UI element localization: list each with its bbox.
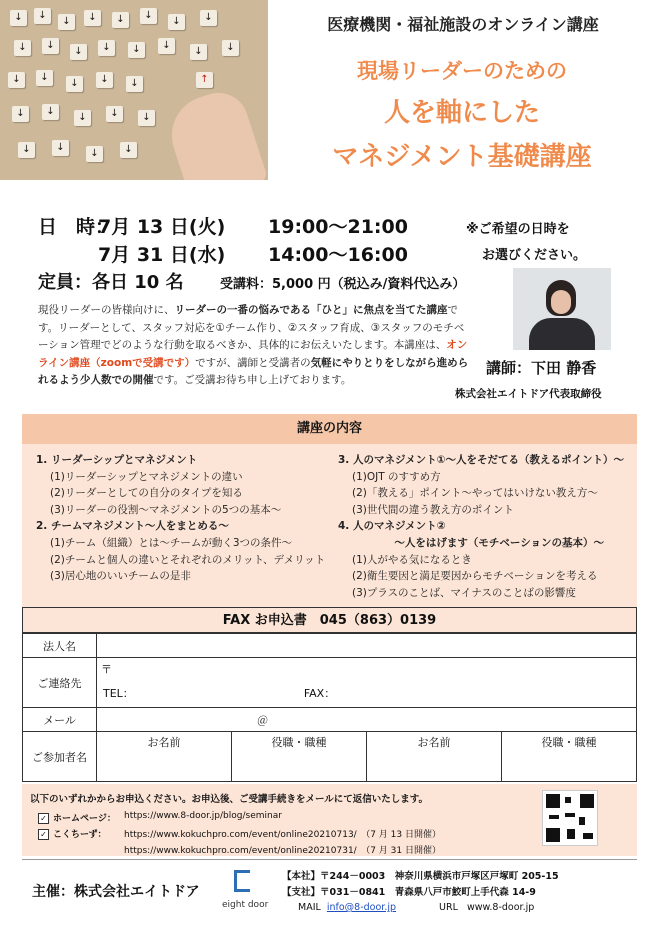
tel-label: TEL： [103, 686, 134, 700]
col-title-2: 役職・職種 [502, 732, 637, 752]
list-item: 4. 人のマネジメント② [338, 520, 446, 533]
fax-label: FAX： [303, 686, 336, 700]
email-field[interactable] [97, 708, 637, 732]
list-item: (2)チームと個人の違いとそれぞれのメリット、デメリット [50, 553, 326, 566]
branch-office-address: 【支社】〒031－0841 青森県八戸市鮫町上手代森 14-9 [282, 887, 536, 898]
arrow-tile-icon: ↓ [12, 106, 29, 122]
list-item: (2)「教える」ポイント～やってはいけない教え方～ [352, 487, 598, 500]
intro-highlight: リーダーの一番の悩みである「ひと」に焦点を当てた講座 [174, 304, 448, 316]
list-item: (3)リーダーの役割～マネジメントの5つの基本～ [50, 503, 282, 516]
contact-label: ご連絡先 [23, 658, 97, 708]
list-item: (1)人がやる気になるとき [352, 553, 472, 566]
intro-paragraph [38, 302, 470, 390]
intro-online-highlight: オンライン講座（zoomで受講です） [38, 339, 468, 369]
arrow-tile-icon: ↓ [190, 44, 207, 60]
participant-name-1-field[interactable] [97, 752, 232, 782]
session1-time: 19:00～21:00 [268, 216, 408, 238]
fax-form-header: FAX お申込書 045（863）0139 [22, 607, 637, 633]
arrow-tile-icon: ↓ [52, 140, 69, 156]
arrow-tile-icon: ↓ [14, 40, 31, 56]
check-icon: ✓ [38, 829, 49, 840]
col-name-1: お名前 [97, 732, 232, 752]
arrow-tile-icon: ↓ [8, 72, 25, 88]
eight-door-logo [222, 870, 272, 918]
arrow-tile-icon: ↓ [120, 142, 137, 158]
contents-left-column [36, 452, 326, 585]
homepage-link[interactable]: https://www.8-door.jp/blog/seminar [124, 811, 282, 821]
list-item: (1)OJT のすすめ方 [352, 470, 441, 483]
session1-date: 7月 13 日(火) [98, 216, 226, 238]
list-item: ～人をはげます（モチベーションの基本）～ [394, 536, 604, 549]
fax-form [22, 633, 637, 782]
arrow-tile-icon: ↓ [140, 8, 157, 24]
arrow-tile-icon: ↓ [168, 14, 185, 30]
arrow-tile-icon: ↓ [70, 44, 87, 60]
date-label: 日 時： [38, 216, 115, 238]
lecturer-name: 講師：下田 静香 [486, 359, 597, 377]
organizer: 主催：株式会社エイトドア [32, 884, 200, 900]
title-line-2: 人を軸にした [383, 98, 540, 128]
divider [22, 859, 637, 860]
mail-label: MAIL [298, 902, 321, 913]
logo-text: eight door [222, 900, 269, 910]
kokuchpro-label: こくちーず： [53, 830, 107, 840]
list-item: 1. リーダーシップとマネジメント [36, 454, 198, 466]
schedule-note-1: ※ご希望の日時を [466, 222, 570, 237]
contact-row [298, 902, 534, 913]
list-item: 3. 人のマネジメント①～人をそだてる（教えるポイント）～ [338, 454, 625, 466]
arrow-tile-icon: ↓ [106, 106, 123, 122]
col-title-1: 役職・職種 [232, 732, 367, 752]
list-item: (1)チーム（組織）とは～チームが動く3つの条件～ [50, 536, 293, 549]
hand-image [162, 85, 268, 180]
participant-name-2-field[interactable] [367, 752, 502, 782]
at-sign: ＠ [257, 713, 268, 727]
list-item: (1)リーダーシップとマネジメントの違い [50, 470, 243, 483]
kokuchpro-link-1[interactable]: https://www.kokuchpro.com/event/online20210713/ （7 月 13 日開催） [124, 830, 441, 840]
col-name-2: お名前 [367, 732, 502, 752]
schedule-note-2: お選びください。 [482, 248, 587, 263]
kokuchpro-link-2[interactable]: https://www.kokuchpro.com/event/online20210731/ （7 月 31 日開催） [124, 846, 441, 856]
session2-date: 7月 31 日(水) [98, 244, 226, 266]
postal-mark: 〒 [101, 662, 112, 676]
arrow-tile-icon: ↓ [126, 76, 143, 92]
apply-intro: 以下のいずれかからお申込ください。お申込後、ご受講手続きをメールにて返信いたします。 [30, 794, 429, 805]
arrow-tile-icon: ↓ [84, 10, 101, 26]
arrow-tile-icon: ↓ [42, 38, 59, 54]
participant-title-1-field[interactable] [232, 752, 367, 782]
kokuchpro-row [38, 827, 107, 840]
session2-time: 14:00～16:00 [268, 244, 408, 266]
arrow-tile-icon: ↓ [128, 42, 145, 58]
arrow-tile-icon: ↓ [222, 40, 239, 56]
check-icon: ✓ [38, 813, 49, 824]
contents-right-column [338, 452, 628, 601]
url-label: URL [439, 902, 458, 913]
list-item: (3)居心地のいいチームの是非 [50, 570, 191, 583]
arrow-tile-icon: ↓ [112, 12, 129, 28]
arrow-tile-icon: ↓ [10, 10, 27, 26]
url-link[interactable]: www.8-door.jp [466, 902, 535, 913]
homepage-row [38, 811, 116, 824]
contents-header: 講座の内容 [22, 414, 637, 444]
page-subtitle: 医療機関・福祉施設のオンライン講座 [327, 15, 599, 34]
arrow-tile-icon: ↓ [86, 146, 103, 162]
arrow-tile-icon: ↓ [58, 14, 75, 30]
participant-title-2-field[interactable] [502, 752, 637, 782]
arrow-tile-icon: ↓ [18, 142, 35, 158]
title-line-1: 現場リーダーのための [357, 59, 567, 83]
arrow-tile-icon: ↓ [98, 40, 115, 56]
door-icon [234, 870, 250, 892]
intro-highlight: 気軽にやりとりをしながら進められるよう少人数での開催 [38, 356, 469, 386]
fee: 受講料：5,000 円（税込み/資料代込み） [220, 277, 466, 292]
list-item: 2. チームマネジメント～人をまとめる～ [36, 520, 229, 533]
arrow-up-tile-icon: ↑ [196, 72, 213, 88]
corporation-label: 法人名 [23, 634, 97, 658]
corporation-field[interactable] [97, 634, 637, 658]
arrow-tile-icon: ↓ [96, 72, 113, 88]
arrow-tile-icon: ↓ [74, 110, 91, 126]
intro-text: です。ご受講お待ち申し上げております。 [153, 374, 352, 386]
arrow-tile-icon: ↓ [66, 76, 83, 92]
list-item: (3)プラスのことば、マイナスのことばの影響度 [352, 586, 576, 599]
hero-photo [0, 0, 268, 180]
participants-label: ご参加者名 [23, 732, 97, 782]
arrow-tile-icon: ↓ [138, 110, 155, 126]
arrow-tile-icon: ↓ [34, 8, 51, 24]
arrow-tile-icon: ↓ [158, 38, 175, 54]
head-office-address: 【本社】〒244－0003 神奈川県横浜市戸塚区戸塚町 205-15 [282, 871, 559, 882]
lecturer-photo [513, 268, 611, 350]
contact-field[interactable] [97, 658, 637, 708]
capacity: 定員：各日 10 名 [38, 272, 184, 293]
list-item: (2)リーダーとしての自分のタイプを知る [50, 487, 243, 500]
email-label: メール [23, 708, 97, 732]
mail-link[interactable]: info@8-door.jp [326, 902, 397, 913]
homepage-label: ホームページ： [53, 814, 116, 824]
intro-text: です。リーダーとして、スタッフ対応を①チーム作り、②スタッフ育成、③スタッフのモチベーション管理でどのような行動を取るべきか、具体的にお伝えいたします。本講座は、 [38, 304, 465, 351]
intro-text: ですが、講師と受講者の [195, 356, 311, 369]
arrow-tile-icon: ↓ [36, 70, 53, 86]
intro-text: 現役リーダーの皆様向けに、 [38, 304, 175, 316]
arrow-tile-icon: ↓ [42, 104, 59, 120]
list-item: (2)衛生要因と満足要因からモチベーションを考える [352, 570, 598, 583]
qr-code-icon [542, 790, 598, 846]
arrow-tile-icon: ↓ [200, 10, 217, 26]
list-item: (3)世代間の違う教え方のポイント [352, 503, 514, 516]
lecturer-title: 株式会社エイトドア代表取締役 [455, 388, 602, 400]
title-line-3: マネジメント基礎講座 [332, 142, 592, 172]
